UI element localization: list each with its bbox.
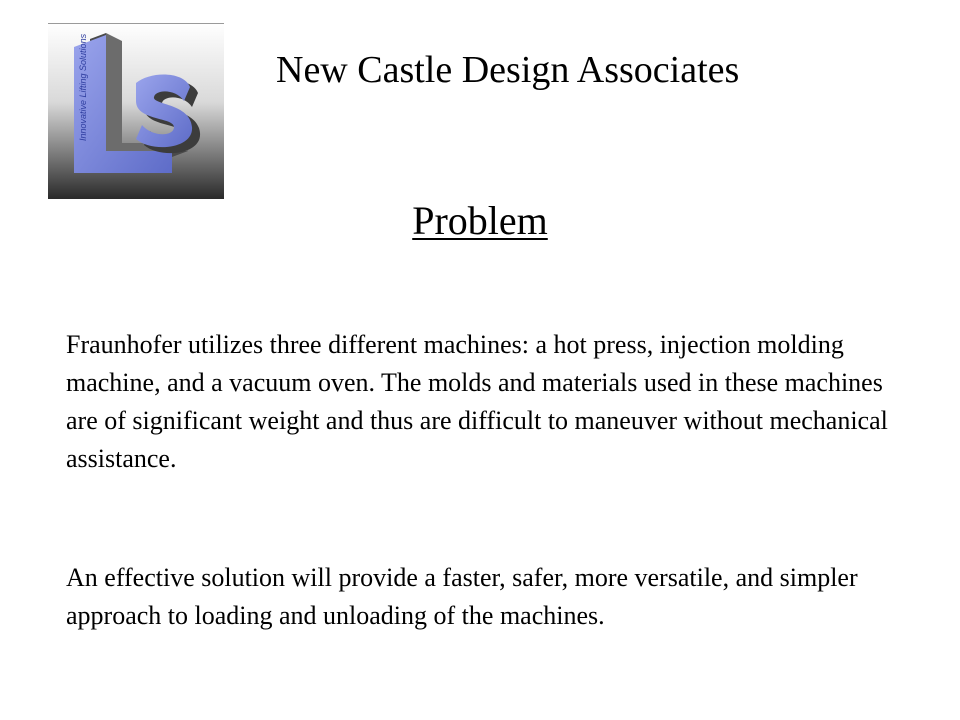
svg-text:Innovative Lifting Solutions: Innovative Lifting Solutions [78,33,88,141]
ls-logo-icon [48,23,224,199]
slide-heading-text: Problem [412,198,548,243]
problem-paragraph: Fraunhofer utilizes three different machines: a hot press, injection molding machine, and a vacuum oven. The molds and materials used in these machines are of significant weight and thus are difficult to maneuver without mechanical assistance. [66,330,888,473]
slide-heading [0,194,960,248]
company-title: New Castle Design Associates [276,49,740,91]
solution-paragraph: An effective solution will provide a faster, safer, more versatile, and simpler approach to loading and unloading of the machines. [66,563,858,630]
